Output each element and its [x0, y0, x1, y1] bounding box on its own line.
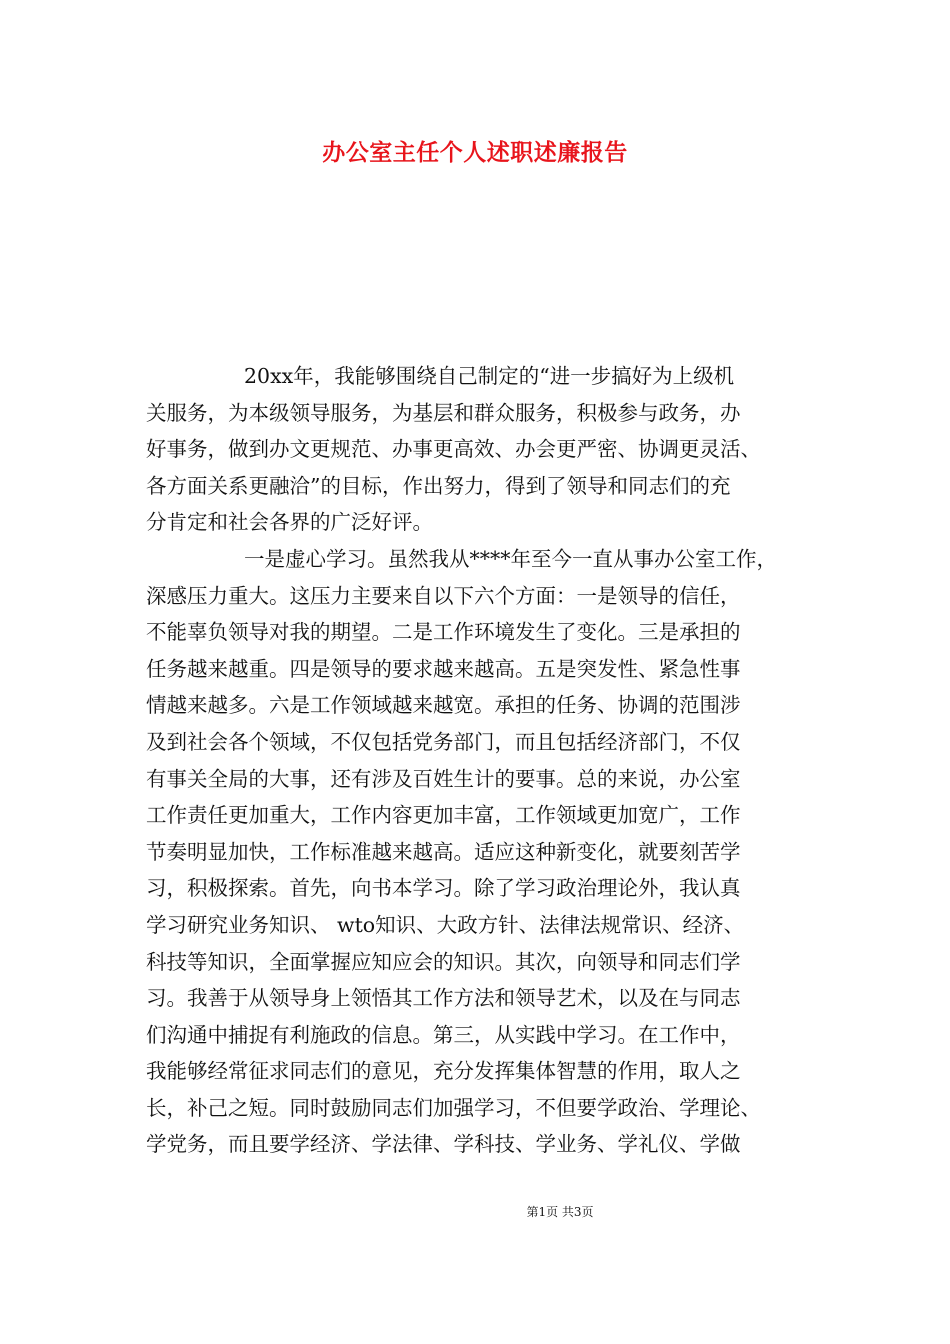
text-line: 我能够经常征求同志们的意见，充分发挥集体智慧的作用，取人之 — [146, 1059, 741, 1084]
text-line: 及到社会各个领域，不仅包括党务部门，而且包括经济部门，不仅 — [146, 729, 741, 754]
text-line: 20xx年，我能够围绕自己制定的“进一步搞好为上级机 — [244, 364, 735, 388]
text-line: 学习研究业务知识、 wto知识、大政方针、法律法规常识、经济、 — [146, 912, 745, 937]
text-line: 长，补己之短。同时鼓励同志们加强学习，不但要学政治、学理论、 — [146, 1095, 761, 1120]
text-line: 关服务，为本级领导服务，为基层和群众服务，积极参与政务，办 — [146, 400, 741, 425]
text-line: 习，积极探索。首先，向书本学习。除了学习政治理论外，我认真 — [146, 876, 741, 901]
text-line: 深感压力重大。这压力主要来自以下六个方面：一是领导的信任， — [146, 583, 741, 608]
paragraph-learning — [146, 541, 822, 1163]
text-line: 情越来越多。六是工作领域越来越宽。承担的任务、协调的范围涉 — [146, 693, 741, 718]
text-line: 习。我善于从领导身上领悟其工作方法和领导艺术，以及在与同志 — [146, 986, 741, 1011]
document-body — [146, 358, 822, 1163]
text-line: 任务越来越重。四是领导的要求越来越高。五是突发性、紧急性事 — [146, 656, 741, 681]
page-title: 办公室主任个人述职述廉报告 — [322, 139, 628, 166]
text-line: 不能辜负领导对我的期望。二是工作环境发生了变化。三是承担的 — [146, 620, 741, 645]
text-line: 分肯定和社会各界的广泛好评。 — [146, 510, 433, 535]
page-footer — [0, 1203, 950, 1220]
page-number: 第1页 共3页 — [526, 1205, 594, 1219]
text-line: 学党务，而且要学经济、学法律、学科技、学业务、学礼仪、学做 — [146, 1132, 741, 1157]
text-line: 一是虚心学习。虽然我从****年至今一直从事办公室工作， — [244, 546, 777, 571]
text-line: 工作责任更加重大，工作内容更加丰富，工作领域更加宽广，工作 — [146, 803, 741, 828]
paragraph-intro — [146, 358, 822, 541]
text-line: 好事务，做到办文更规范、办事更高效、办会更严密、协调更灵活、 — [146, 437, 761, 462]
text-line: 各方面关系更融洽”的目标，作出努力，得到了领导和同志们的充 — [146, 473, 731, 498]
text-line: 节奏明显加快，工作标准越来越高。适应这种新变化，就要刻苦学 — [146, 839, 741, 864]
text-line: 们沟通中捕捉有利施政的信息。第三，从实践中学习。在工作中， — [146, 1022, 741, 1047]
text-line: 科技等知识，全面掌握应知应会的知识。其次，向领导和同志们学 — [146, 949, 741, 974]
text-line: 有事关全局的大事，还有涉及百姓生计的要事。总的来说，办公室 — [146, 766, 741, 791]
